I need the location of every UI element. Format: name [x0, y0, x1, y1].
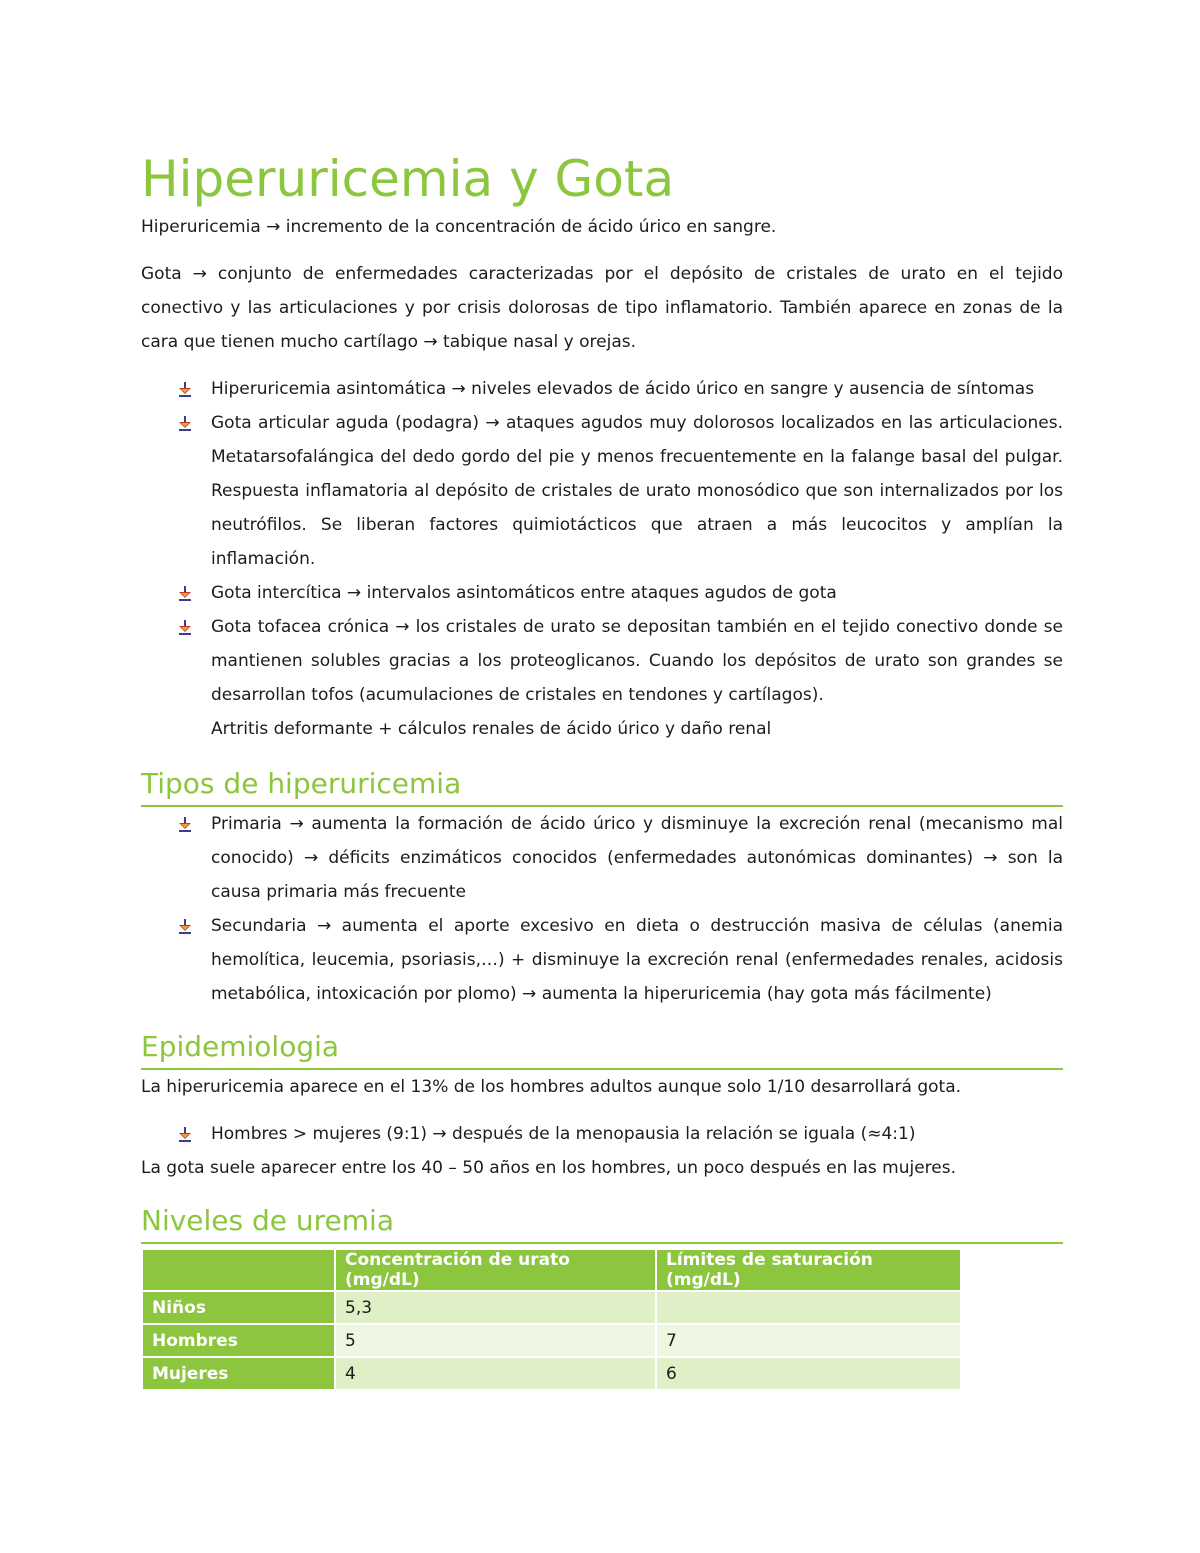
table-row [143, 1292, 960, 1323]
table-row [143, 1325, 960, 1356]
document-page [141, 140, 1063, 1391]
list-item: Hiperuricemia asintomática → niveles elevados de ácido úrico en sangre y ausencia de síntomas [141, 372, 1063, 406]
list-item: Gota tofacea crónica → los cristales de urato se depositan también en el tejido conectivo donde se mantienen solubles gracias a los proteoglicanos. Cuando los depósitos de urato son grandes se desarrollan tofos (acumulaciones de cristales en tendones y cartílagos). Artritis deformante + cálculos renales de ácido úrico y daño renal [141, 610, 1063, 746]
list-item: Secundaria → aumenta el aporte excesivo en dieta o destrucción masiva de células (anemia hemolítica, leucemia, psoriasis,…) + disminuye la excreción renal (enfermedades renales, acidosis metabólica, intoxicación por plomo) → aumenta la hiperuricemia (hay gota más fácilmente) [141, 909, 1063, 1011]
list-item: Gota articular aguda (podagra) → ataques agudos muy dolorosos localizados en las articulaciones. Metatarsofalángica del dedo gordo del pie y menos frecuentemente en la falange basal del pulgar. Respuesta inflamatoria al depósito de cristales de urato monosódico que son internalizados por los neutrófilos. Se liberan factores quimiotácticos que atraen a más leucocitos y amplían la inflamación. [141, 406, 1063, 576]
table-row-header: Niños [143, 1292, 334, 1323]
table-row-header: Mujeres [143, 1358, 334, 1389]
table-cell: 5 [336, 1325, 655, 1356]
arrow-down-bullet-icon [177, 585, 193, 601]
intro-paragraph-hiperuricemia: Hiperuricemia → incremento de la concentración de ácido úrico en sangre. [141, 217, 777, 237]
arrow-down-bullet-icon [177, 816, 193, 832]
epi-paragraph-2: La gota suele aparecer entre los 40 – 50 años en los hombres, un poco después en las mujeres. [141, 1158, 957, 1178]
section-heading-epidemiologia: Epidemiologia [141, 1027, 1063, 1070]
arrow-down-bullet-icon [177, 619, 193, 635]
table-header-row [143, 1250, 960, 1290]
gota-types-list [141, 372, 1063, 746]
intro-paragraph-gota: Gota → conjunto de enfermedades caracterizadas por el depósito de cristales de urato en el tejido conectivo y las articulaciones y por crisis dolorosas de tipo inflamatorio. También aparece en zonas de la cara que tienen mucho cartílago → tabique nasal y orejas. [141, 264, 1063, 352]
table-row-header: Hombres [143, 1325, 334, 1356]
table-cell: 6 [657, 1358, 960, 1389]
table-header-cell [143, 1250, 334, 1290]
table-cell [657, 1292, 960, 1323]
uremia-table [141, 1248, 962, 1391]
epi-list [141, 1117, 1063, 1151]
list-item: Hombres > mujeres (9:1) → después de la menopausia la relación se iguala (≈4:1) [141, 1117, 1063, 1151]
tipos-list [141, 807, 1063, 1011]
table-row [143, 1358, 960, 1389]
table-header-cell: Concentración de urato (mg/dL) [336, 1250, 655, 1290]
epi-paragraph-1: La hiperuricemia aparece en el 13% de los hombres adultos aunque solo 1/10 desarrollará gota. [141, 1077, 962, 1097]
arrow-down-bullet-icon [177, 381, 193, 397]
table-cell: 5,3 [336, 1292, 655, 1323]
section-heading-niveles: Niveles de uremia [141, 1201, 1063, 1244]
section-heading-tipos: Tipos de hiperuricemia [141, 764, 1063, 807]
arrow-down-bullet-icon [177, 918, 193, 934]
list-item: Primaria → aumenta la formación de ácido úrico y disminuye la excreción renal (mecanismo mal conocido) → déficits enzimáticos conocidos (enfermedades autonómicas dominantes) → son la causa primaria más frecuente [141, 807, 1063, 909]
arrow-down-bullet-icon [177, 415, 193, 431]
document-title: Hiperuricemia y Gota [141, 150, 675, 208]
table-cell: 4 [336, 1358, 655, 1389]
gota-tofacea-extra: Artritis deformante + cálculos renales de ácido úrico y daño renal [211, 719, 772, 739]
arrow-down-bullet-icon [177, 1126, 193, 1142]
list-item: Gota intercítica → intervalos asintomáticos entre ataques agudos de gota [141, 576, 1063, 610]
table-header-cell: Límites de saturación (mg/dL) [657, 1250, 960, 1290]
table-cell: 7 [657, 1325, 960, 1356]
